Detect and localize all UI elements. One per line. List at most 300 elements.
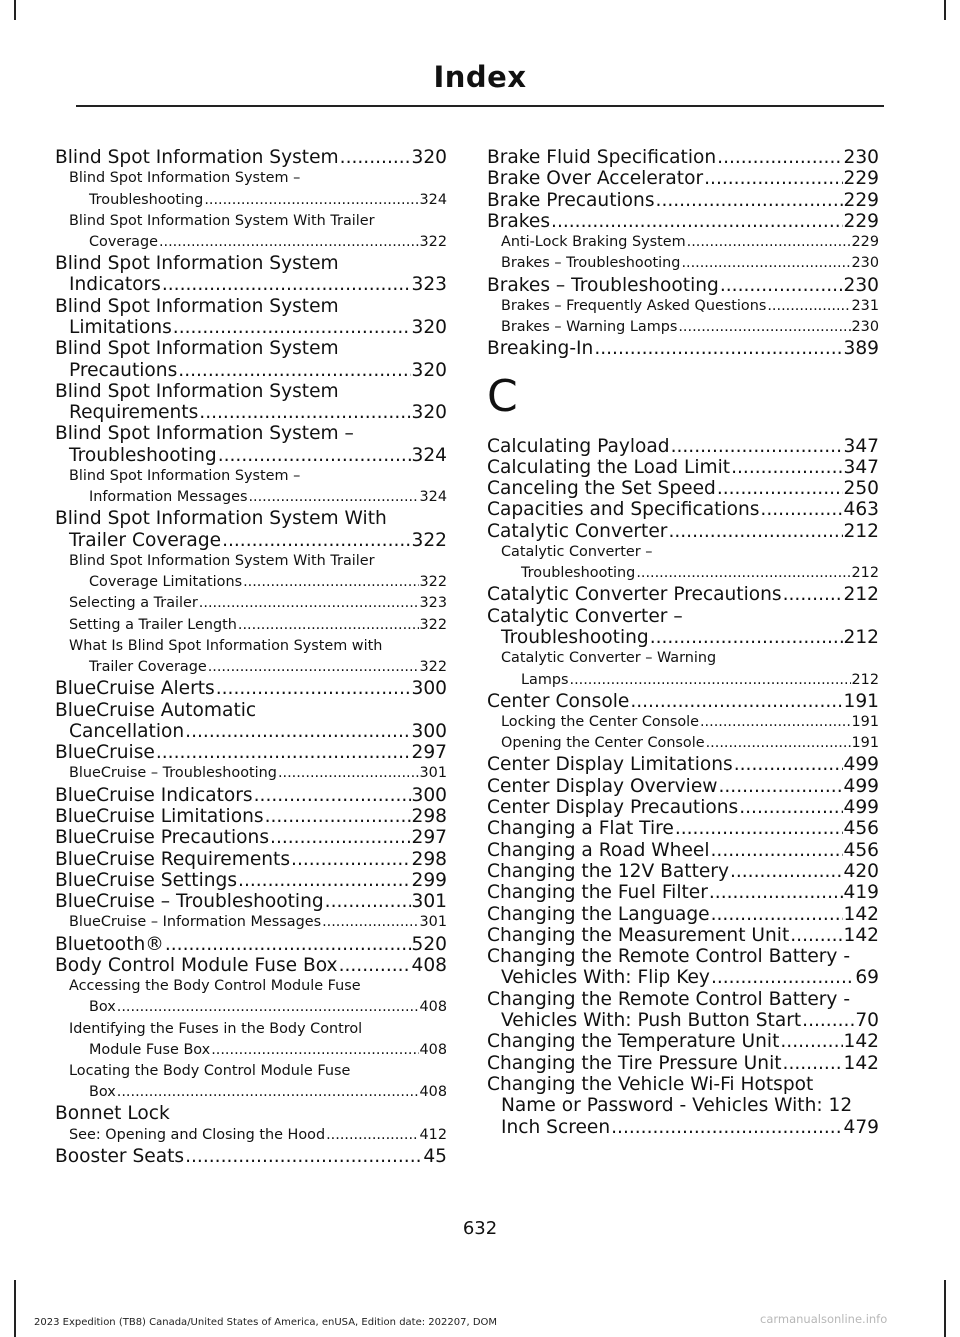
index-subentry — [487, 712, 879, 733]
leader-dots — [218, 445, 411, 466]
leader-dots — [611, 1117, 842, 1138]
entry-text: BlueCruise Precautions — [55, 827, 270, 849]
leader-dots — [159, 232, 419, 253]
entry-text: Vehicles With: Flip Key — [501, 967, 710, 989]
index-entry — [487, 1053, 879, 1074]
entry-text: Changing the 12V Battery — [487, 860, 729, 882]
index-entry — [55, 742, 447, 763]
index-right-b-section — [487, 147, 879, 360]
page-ref: 299 — [411, 869, 447, 891]
entry-text: Blind Spot Information System – — [69, 170, 301, 187]
page-ref: 230 — [851, 255, 879, 272]
page-ref: 322 — [419, 233, 447, 250]
page-ref: 408 — [419, 1041, 447, 1058]
entry-text: Blind Spot Information System – — [55, 423, 354, 445]
index-subentry — [55, 551, 447, 593]
entry-text: Changing the Temperature Unit — [487, 1031, 780, 1053]
leader-dots — [156, 742, 411, 763]
index-subentry — [55, 763, 447, 784]
entry-text: Center Display Overview — [487, 775, 718, 797]
page-ref: 212 — [843, 584, 879, 606]
page-ref: 408 — [419, 999, 447, 1016]
entry-text: Booster Seats — [55, 1145, 185, 1167]
entry-text: Calculating the Load Limit — [487, 456, 731, 478]
page-ref: 230 — [843, 274, 879, 296]
page-ref: 142 — [843, 903, 879, 925]
page-ref: 250 — [843, 478, 879, 500]
page-ref: 520 — [411, 933, 447, 955]
leader-dots — [790, 925, 842, 946]
leader-dots — [204, 190, 418, 211]
entry-text: Accessing the Body Control Module Fuse — [69, 978, 361, 995]
leader-dots — [325, 891, 411, 912]
page-ref: 300 — [411, 784, 447, 806]
entry-text: BlueCruise Limitations — [55, 805, 264, 827]
header-rule — [76, 105, 884, 107]
index-subentry — [487, 232, 879, 253]
index-subentry — [55, 1061, 447, 1103]
entry-text: Center Display Precautions — [487, 797, 739, 819]
page-ref: 499 — [843, 754, 879, 776]
leader-dots — [551, 211, 842, 232]
entry-text: Troubleshooting — [501, 627, 649, 649]
page-ref: 347 — [843, 456, 879, 478]
leader-dots — [681, 253, 850, 274]
index-right-c-section — [487, 436, 879, 1138]
leader-dots — [709, 882, 843, 903]
page-ref: 419 — [843, 882, 879, 904]
page-ref: 408 — [411, 954, 447, 976]
entry-text: Center Console — [487, 690, 630, 712]
entry-text: Canceling the Set Speed — [487, 478, 716, 500]
page-ref: 191 — [843, 690, 879, 712]
page-ref: 229 — [843, 210, 879, 232]
leader-dots — [720, 275, 843, 296]
watermark: carmanualsonline.info — [760, 1312, 888, 1326]
index-subentry — [487, 317, 879, 338]
entry-text: Brakes – Troubleshooting — [501, 255, 681, 272]
leader-dots — [165, 934, 411, 955]
edition-info: 2023 Expedition (TB8) Canada/United States of America, enUSA, Edition date: 202207, DOM — [34, 1317, 498, 1328]
leader-dots — [711, 904, 843, 925]
entry-text: Blind Spot Information System — [55, 253, 339, 275]
leader-dots — [671, 436, 843, 457]
page-ref: 322 — [419, 574, 447, 591]
index-entry — [55, 508, 447, 551]
leader-dots — [594, 338, 842, 359]
leader-dots — [704, 168, 842, 189]
index-subentry — [55, 168, 447, 210]
index-subentry — [487, 542, 879, 584]
index-subentry — [487, 253, 879, 274]
page-ref: 412 — [419, 1126, 447, 1143]
entry-text: Coverage Limitations — [89, 574, 243, 591]
leader-dots — [717, 147, 842, 168]
entry-text: Bluetooth® — [55, 933, 164, 955]
entry-text: Changing the Remote Control Battery - — [487, 988, 851, 1010]
index-entry — [487, 499, 879, 520]
entry-text: Brakes – Warning Lamps — [501, 319, 678, 336]
entry-text: Vehicles With: Push Button Start — [501, 1010, 802, 1032]
index-subentry — [55, 976, 447, 1018]
index-entry — [55, 955, 447, 976]
page-ref: 323 — [419, 595, 447, 612]
entry-text: Capacities and Specifications — [487, 499, 760, 521]
page-ref: 229 — [843, 189, 879, 211]
page-ref: 230 — [851, 319, 879, 336]
entry-text: Troubleshooting — [69, 444, 217, 466]
page-ref: 322 — [419, 659, 447, 676]
leader-dots — [780, 1031, 842, 1052]
entry-text: BlueCruise Alerts — [55, 678, 215, 700]
entry-text: Troubleshooting — [521, 565, 636, 582]
leader-dots — [216, 678, 411, 699]
leader-dots — [711, 840, 843, 861]
entry-text: Brake Fluid Specification — [487, 147, 717, 168]
page-ref: 499 — [843, 797, 879, 819]
leader-dots — [117, 997, 419, 1018]
index-entry — [487, 691, 879, 712]
entry-text: Blind Spot Information System – — [69, 468, 301, 485]
page-ref: 324 — [411, 444, 447, 466]
entry-text: Brakes – Frequently Asked Questions — [501, 297, 767, 314]
index-entry — [487, 925, 879, 946]
leader-dots — [265, 806, 411, 827]
leader-dots — [668, 521, 842, 542]
index-entry — [487, 1031, 879, 1052]
leader-dots — [248, 487, 418, 508]
entry-text: Anti-Lock Braking System — [501, 234, 686, 251]
page-ref: 212 — [851, 565, 879, 582]
index-entry — [487, 436, 879, 457]
page-ref: 300 — [411, 720, 447, 742]
entry-text: Module Fuse Box — [89, 1041, 211, 1058]
index-entry — [55, 338, 447, 381]
index-subentry — [55, 615, 447, 636]
entry-text: Calculating Payload — [487, 435, 670, 457]
leader-dots — [185, 1146, 422, 1167]
page-ref: 231 — [851, 297, 879, 314]
entry-text: Information Messages — [89, 489, 248, 506]
index-subentry — [55, 593, 447, 614]
entry-text: Trailer Coverage — [69, 529, 222, 551]
leader-dots — [570, 670, 851, 691]
leader-dots — [767, 296, 850, 317]
entry-text: Body Control Module Fuse Box — [55, 954, 338, 976]
leader-dots — [117, 1082, 419, 1103]
leader-dots — [700, 712, 851, 733]
index-entry — [55, 296, 447, 339]
entry-text: Catalytic Converter — [487, 520, 668, 542]
page-ref: 70 — [855, 1010, 879, 1032]
page-ref: 320 — [411, 359, 447, 381]
entry-text: Catalytic Converter – Warning — [501, 650, 717, 667]
entry-text: Indicators — [69, 274, 161, 296]
section-letter: C — [487, 370, 518, 422]
entry-text: Opening the Center Console — [501, 735, 705, 752]
leader-dots — [199, 593, 419, 614]
entry-text: Changing the Fuel Filter — [487, 882, 708, 904]
entry-text: BlueCruise Settings — [55, 869, 238, 891]
page-ref: 479 — [843, 1116, 879, 1138]
leader-dots — [238, 870, 410, 891]
leader-dots — [173, 317, 411, 338]
page-ref: 456 — [843, 818, 879, 840]
leader-dots — [717, 478, 843, 499]
page-ref: 69 — [855, 967, 879, 989]
leader-dots — [326, 1125, 418, 1146]
page-ref: 389 — [843, 338, 879, 360]
page-ref: 298 — [411, 805, 447, 827]
leader-dots — [650, 627, 843, 648]
entry-text: BlueCruise – Troubleshooting — [69, 765, 277, 782]
page-ref: 322 — [419, 616, 447, 633]
index-entry — [55, 806, 447, 827]
leader-dots — [783, 584, 843, 605]
leader-dots — [278, 763, 419, 784]
index-entry — [487, 211, 879, 232]
index-subentry — [55, 466, 447, 508]
page-ref: 323 — [411, 274, 447, 296]
index-entry — [55, 891, 447, 912]
entry-text: BlueCruise Requirements — [55, 848, 291, 870]
entry-text: BlueCruise — [55, 742, 155, 764]
entry-text: Breaking-In — [487, 338, 594, 360]
leader-dots — [322, 912, 418, 933]
entry-text: BlueCruise – Troubleshooting — [55, 891, 324, 913]
index-entry — [487, 147, 879, 168]
page-ref: 408 — [419, 1084, 447, 1101]
index-entry — [55, 870, 447, 891]
page-ref: 347 — [843, 435, 879, 457]
leader-dots — [706, 733, 851, 754]
leader-dots — [208, 657, 419, 678]
entry-text: Inch Screen — [501, 1116, 611, 1138]
entry-text: Cancellation — [69, 720, 185, 742]
entry-text: Changing the Measurement Unit — [487, 924, 790, 946]
leader-dots — [339, 955, 411, 976]
page-ref: 300 — [411, 678, 447, 700]
page-ref: 191 — [851, 714, 879, 731]
page-ref: 320 — [411, 317, 447, 338]
index-entry — [487, 1074, 879, 1138]
page-ref: 142 — [843, 1031, 879, 1053]
entry-text: Limitations — [69, 317, 172, 338]
entry-text: BlueCruise Automatic — [55, 699, 257, 721]
entry-text: Changing the Vehicle Wi-Fi Hotspot — [487, 1073, 814, 1095]
index-column-right — [487, 147, 879, 1138]
page-ref: 324 — [419, 489, 447, 506]
entry-text: Changing a Road Wheel — [487, 839, 710, 861]
index-entry — [487, 904, 879, 925]
entry-text: Changing the Remote Control Battery - — [487, 946, 851, 968]
page-ref: 463 — [843, 499, 879, 521]
crop-mark-bottom-left — [14, 1280, 16, 1337]
index-entry — [487, 168, 879, 189]
index-entry — [55, 1103, 447, 1124]
index-subentry — [55, 1019, 447, 1061]
index-entry — [55, 147, 447, 168]
page-ref: 142 — [843, 1052, 879, 1074]
entry-text: Box — [89, 1084, 116, 1101]
index-entry — [487, 606, 879, 649]
page-ref: 229 — [843, 168, 879, 190]
page-title: Index — [433, 60, 527, 94]
entry-text: Name or Password - Vehicles With: 12 — [501, 1095, 853, 1117]
crop-mark-bottom-right — [944, 1280, 946, 1337]
entry-text: Changing a Flat Tire — [487, 818, 674, 840]
crop-mark-top-left — [14, 0, 16, 20]
leader-dots — [760, 499, 842, 520]
entry-text: Requirements — [69, 402, 199, 424]
entry-text: Locating the Body Control Module Fuse — [69, 1063, 351, 1080]
leader-dots — [734, 754, 843, 775]
entry-text: Trailer Coverage — [89, 659, 207, 676]
page-ref: 45 — [423, 1145, 447, 1167]
index-subentry — [55, 1125, 447, 1146]
leader-dots — [243, 572, 418, 593]
leader-dots — [656, 190, 843, 211]
entry-text: Locking the Center Console — [501, 714, 699, 731]
entry-text: Blind Spot Information System — [55, 295, 339, 317]
index-entry — [55, 253, 447, 296]
page-ref: 191 — [851, 735, 879, 752]
entry-text: Lamps — [521, 671, 569, 688]
index-entry — [487, 584, 879, 605]
index-subentry — [487, 648, 879, 690]
leader-dots — [185, 721, 410, 742]
page-ref: 212 — [843, 627, 879, 649]
index-entry — [55, 785, 447, 806]
entry-text: Identifying the Fuses in the Body Control — [69, 1020, 363, 1037]
index-entry — [55, 678, 447, 699]
page-ref: 499 — [843, 775, 879, 797]
index-column-left — [55, 147, 447, 1167]
entry-text: What Is Blind Spot Information System with — [69, 637, 383, 654]
crop-mark-top-right — [944, 0, 946, 20]
leader-dots — [802, 1010, 854, 1031]
leader-dots — [340, 147, 411, 168]
entry-text: Box — [89, 999, 116, 1016]
page-ref: 301 — [411, 891, 447, 913]
index-subentry — [55, 211, 447, 253]
entry-text: Selecting a Trailer — [69, 595, 198, 612]
entry-text: Catalytic Converter – — [487, 605, 683, 627]
entry-text: Troubleshooting — [89, 191, 204, 208]
entry-text: Changing the Tire Pressure Unit — [487, 1052, 782, 1074]
entry-text: Blind Spot Information System — [55, 147, 339, 168]
page-ref: 301 — [419, 914, 447, 931]
page-number: 632 — [462, 1218, 498, 1239]
page-ref: 142 — [843, 924, 879, 946]
index-entry — [55, 934, 447, 955]
index-entry — [55, 423, 447, 466]
entry-text: See: Opening and Closing the Hood — [69, 1126, 326, 1143]
entry-text: Brakes — [487, 210, 551, 232]
leader-dots — [636, 563, 850, 584]
index-entry — [487, 457, 879, 478]
entry-text: Bonnet Lock — [55, 1103, 170, 1125]
leader-dots — [687, 232, 851, 253]
index-entry — [55, 381, 447, 424]
index-entry — [487, 818, 879, 839]
page-ref: 297 — [411, 742, 447, 764]
index-entry — [487, 946, 879, 989]
entry-text: Center Display Limitations — [487, 754, 733, 776]
index-entry — [55, 849, 447, 870]
index-subentry — [487, 296, 879, 317]
entry-text: Blind Spot Information System With Trailer — [69, 212, 375, 229]
index-entry — [487, 275, 879, 296]
index-entry — [55, 1146, 447, 1167]
page-ref: 322 — [411, 529, 447, 551]
leader-dots — [199, 402, 410, 423]
leader-dots — [211, 1040, 418, 1061]
index-entry — [487, 338, 879, 359]
entry-text: BlueCruise – Information Messages — [69, 914, 322, 931]
leader-dots — [718, 776, 842, 797]
page-ref: 320 — [411, 147, 447, 168]
index-entry — [55, 827, 447, 848]
leader-dots — [675, 818, 843, 839]
page-ref: 320 — [411, 402, 447, 424]
index-subentry — [487, 733, 879, 754]
index-entry — [487, 989, 879, 1032]
index-entry — [487, 754, 879, 775]
leader-dots — [270, 827, 410, 848]
index-entry — [487, 190, 879, 211]
entry-text: Catalytic Converter – — [501, 544, 653, 561]
entry-text: BlueCruise Indicators — [55, 784, 253, 806]
leader-dots — [711, 967, 854, 988]
entry-text: Changing the Language — [487, 903, 710, 925]
leader-dots — [783, 1053, 843, 1074]
page-ref: 230 — [843, 147, 879, 168]
leader-dots — [630, 691, 842, 712]
index-entry — [487, 861, 879, 882]
index-entry — [55, 700, 447, 743]
page-ref: 420 — [843, 860, 879, 882]
index-entry — [487, 521, 879, 542]
page-ref: 324 — [419, 191, 447, 208]
entry-text: Blind Spot Information System — [55, 380, 339, 402]
page-ref: 212 — [843, 520, 879, 542]
leader-dots — [238, 615, 419, 636]
entry-text: Catalytic Converter Precautions — [487, 584, 782, 606]
page-ref: 298 — [411, 848, 447, 870]
leader-dots — [178, 360, 410, 381]
index-entry — [487, 776, 879, 797]
leader-dots — [731, 457, 842, 478]
index-subentry — [55, 636, 447, 678]
entry-text: Brake Precautions — [487, 189, 655, 211]
leader-dots — [730, 861, 843, 882]
leader-dots — [739, 797, 842, 818]
page-ref: 229 — [851, 234, 879, 251]
index-subentry — [55, 912, 447, 933]
entry-text: Precautions — [69, 359, 178, 381]
entry-text: Brake Over Accelerator — [487, 168, 704, 190]
index-entry — [487, 882, 879, 903]
page-ref: 301 — [419, 765, 447, 782]
entry-text: Brakes – Troubleshooting — [487, 274, 719, 296]
leader-dots — [678, 317, 850, 338]
page-ref: 456 — [843, 839, 879, 861]
entry-text: Blind Spot Information System With Trailer — [69, 553, 375, 570]
leader-dots — [291, 849, 410, 870]
entry-text: Setting a Trailer Length — [69, 616, 237, 633]
index-entry — [487, 797, 879, 818]
